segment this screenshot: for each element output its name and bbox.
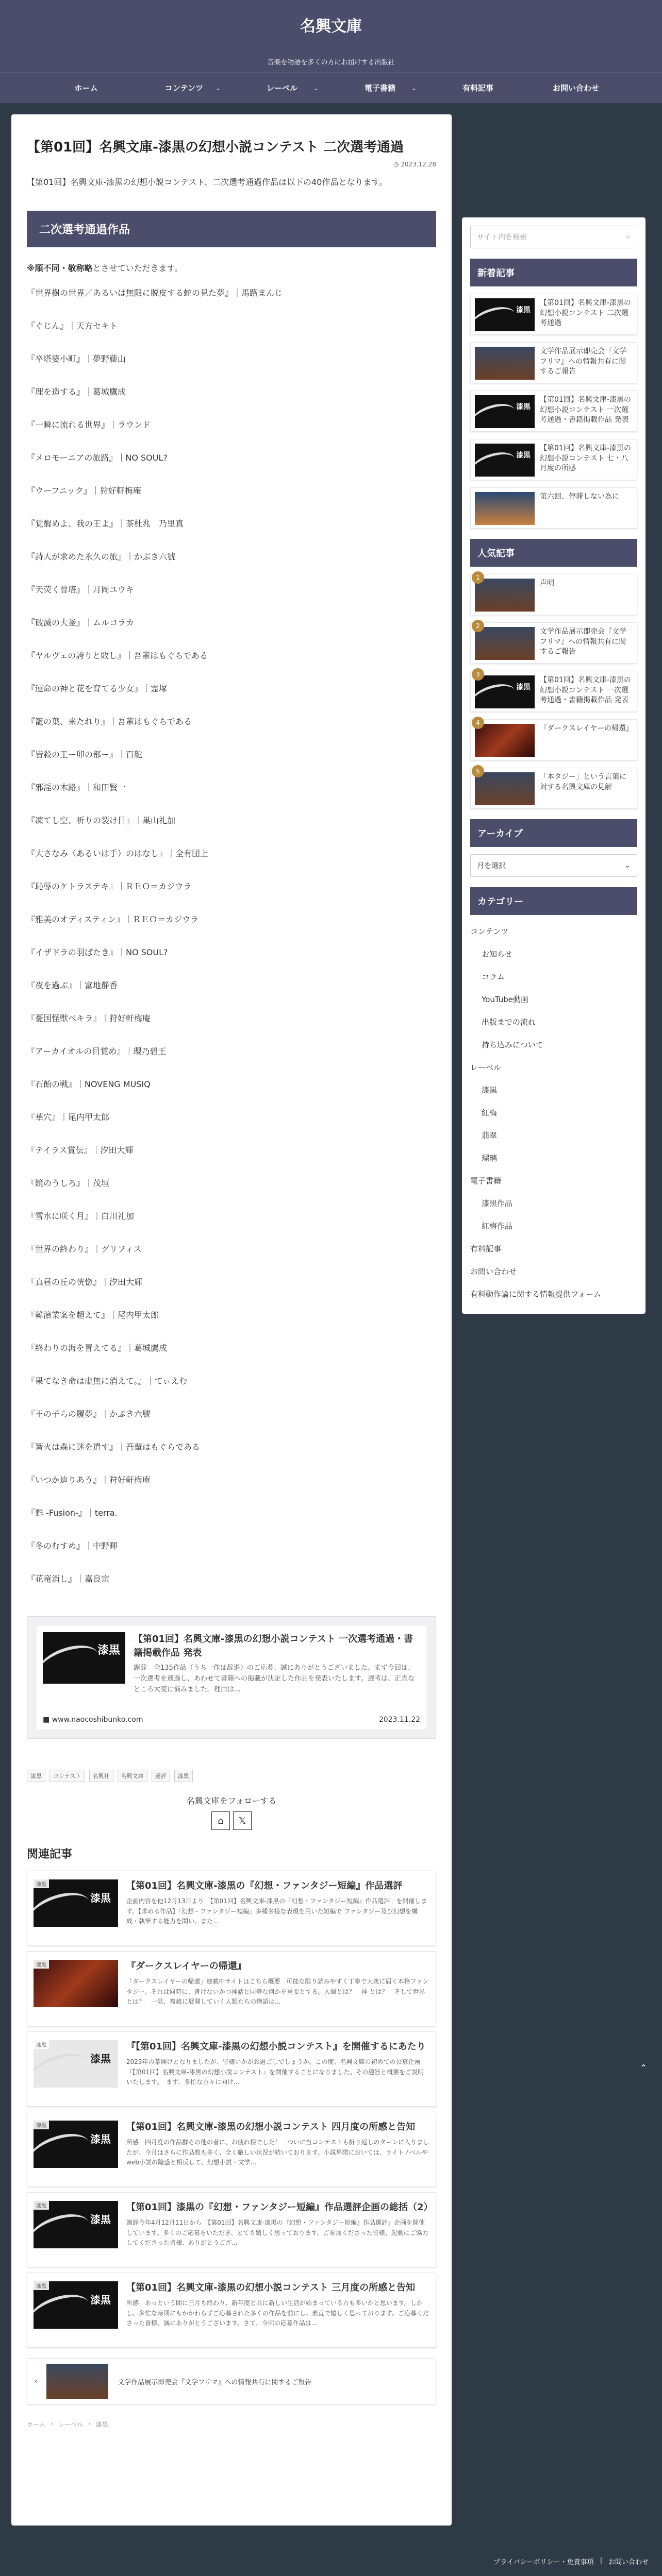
sidebar-post-thumbnail: [475, 675, 535, 708]
related-item[interactable]: [27, 2112, 436, 2187]
footer-links: [493, 2556, 649, 2566]
nav-item[interactable]: [331, 73, 429, 103]
tag-list: [27, 1770, 436, 1782]
sidebar-post-title[interactable]: 声明: [540, 579, 554, 587]
blog-card-date: 2023.11.22: [378, 1716, 420, 1724]
blog-card-url: [43, 1716, 143, 1724]
category-badge: 漆黒: [34, 2201, 49, 2210]
post-date-text: 2023.12.28: [401, 161, 436, 168]
related-snippet: 所感 四月度の作品群その他の者に、お疲れ様でした！ ついに当コンテストも折り返しのターンに入りましたが、今月はさらに作品数も多く、全く厳しい状況が続いております。小説界隈においては、ライトノベルやweb小説の隆盛と相反して、幻想小説・文学...: [126, 2139, 429, 2166]
sidebar-post-thumbnail: [475, 395, 535, 428]
decor: [475, 302, 519, 331]
sidebar-post[interactable]: [470, 719, 637, 760]
chevron-down-icon: ⌄: [411, 84, 417, 92]
decor: [475, 447, 519, 477]
related-list: [27, 1871, 436, 2348]
related-title[interactable]: 【第01回】名興文庫-漆黒の幻想小説コンテスト 四月度の所感と告知: [126, 2122, 416, 2133]
work-item: 『一瞬に流れる世界』｜ラウンド: [27, 420, 151, 430]
related-title[interactable]: 【第01回】名興文庫-漆黒の幻想小説コンテスト 三月度の所感と告知: [126, 2282, 416, 2294]
sidebar-post[interactable]: [470, 439, 637, 480]
category-item[interactable]: コラム: [482, 972, 505, 981]
blog-card-snippet: 謝辞 全135作品（うち一作は辞退）のご応募、誠にありがとうございました。まず今回は、一次選考を通過し、あわせて書籍への掲載が決定した作品を発表いたします。選考は、正直なところ大変に悩みました。理由は...: [134, 1664, 415, 1693]
category-item[interactable]: 紅梅: [482, 1108, 498, 1117]
post-date: ◷ 2023.12.28: [393, 161, 436, 168]
footer-separator: |: [600, 2556, 602, 2564]
work-item: 『韓濱業案を超えて』｜尾内甲太郎: [27, 1310, 159, 1320]
nav-item-label: 有料記事: [462, 83, 493, 93]
related-thumbnail: [34, 2121, 118, 2168]
archive-select-value: 月を選択: [477, 862, 506, 870]
related-snippet: 2023年の幕開けとなりましたが、皆様いかがお過ごしでしょうか。この度、名興文庫の初めての公募企画『【第01回】名興文庫-漆黒の幻想小説コンテスト』を開催することになりました。その趣旨と概要をご説明いたします。 まず、多忙な方々に向け...: [126, 2058, 424, 2086]
page-title: 【第01回】名興文庫-漆黒の幻想小説コンテスト 二次選考通過: [27, 140, 404, 155]
sidebar-post-title[interactable]: 第六回、停滞しない為に: [540, 493, 619, 501]
work-item: 『大さなみ（あるいは手）のはなし』｜全有団上: [27, 849, 209, 859]
thumb-text: 漆黒: [90, 2294, 111, 2307]
category-item[interactable]: 漆黒作品: [482, 1199, 513, 1208]
thumb-text: 漆黒: [90, 2133, 111, 2146]
work-item: 『真昼の丘の恍惚』｜汐田大輝: [27, 1277, 143, 1287]
work-item: 『凍てし空、祈りの裂け目』｜巣山礼加: [27, 816, 176, 826]
related-thumbnail: [34, 1879, 118, 1927]
sidebar-post-thumbnail: [475, 772, 535, 805]
thumb-text: 漆黒: [516, 683, 531, 691]
work-item: 『ぐじん』｜天方セキト: [27, 321, 118, 331]
decor: [34, 2127, 93, 2168]
nav-item[interactable]: [429, 73, 527, 103]
related-title[interactable]: 『ダークスレイヤーの帰還』: [126, 1961, 246, 1972]
sidebar-post-thumbnail: [475, 579, 535, 612]
popular-heading: 人気記事: [470, 539, 637, 567]
sidebar-post-title[interactable]: 文学作品展示即売会『文学フリマ』への情報共有に関するご報告: [540, 347, 626, 376]
category-item[interactable]: コンテンツ: [470, 927, 509, 936]
work-item: 『天荧く曾塔』｜月岡ユウキ: [27, 585, 135, 595]
chevron-down-icon: ⌄: [624, 861, 631, 870]
decor: [34, 2047, 93, 2088]
site-footer: [0, 2545, 662, 2576]
work-item: 『王の子らの履夢』｜かぶき六號: [27, 1409, 151, 1419]
sidebar-post[interactable]: [470, 294, 637, 335]
nav-item-label: コンテンツ: [164, 83, 204, 93]
footer-link[interactable]: お問い合わせ: [608, 2558, 649, 2566]
work-item: 『いつか辿りあう』｜狩好軒梅庵: [27, 1475, 151, 1485]
site-description: 音楽を物語を多くの方にお届けする出版社: [267, 59, 395, 66]
follow-buttons: [27, 1811, 436, 1830]
main-article: [11, 114, 452, 2526]
breadcrumb-separator: ›: [88, 2420, 91, 2428]
related-thumbnail: [34, 2201, 118, 2248]
global-nav: [0, 72, 662, 103]
breadcrumb: [27, 2420, 436, 2429]
nav-item[interactable]: [37, 73, 135, 103]
category-item[interactable]: YouTube動画: [482, 995, 528, 1004]
work-item: 『甦 -Fusion-』｜terra.: [27, 1508, 118, 1518]
related-thumbnail: [34, 1960, 118, 2007]
work-item: 『詩人が求めた永久の旅』｜かぶき六號: [27, 552, 176, 562]
category-badge: 漆黒: [34, 1960, 49, 1969]
decor: [34, 2208, 93, 2248]
related-title[interactable]: 『【第01回】名興文庫-漆黒の幻想小説コンテスト』を開催するにあたり: [126, 2041, 426, 2053]
follow-label: 名興文庫をフォローする: [186, 1796, 277, 1806]
tag-link[interactable]: 選評: [152, 1770, 170, 1782]
nav-item-label: ホーム: [74, 83, 98, 93]
related-item[interactable]: [27, 2273, 436, 2348]
prev-post-link[interactable]: [27, 2358, 436, 2404]
tag-link[interactable]: 名興文庫: [118, 1770, 147, 1782]
thumb-text: 漆黒: [90, 2213, 111, 2226]
nav-item-label: 電子書籍: [364, 83, 395, 93]
related-thumbnail: [34, 2281, 118, 2329]
blog-card-title[interactable]: 【第01回】名興文庫-漆黒の幻想小説コンテスト 一次選考通過・書籍掲載作品 発表: [134, 1634, 413, 1659]
decor: [34, 2288, 93, 2329]
sidebar-post-title[interactable]: 文学作品展示即売会『文学フリマ』への情報共有に関するご報告: [540, 628, 626, 656]
related-snippet: 謝辞今年4月12月11日から「【第01回】名興文庫-漆黒の『幻想・ファンタジー短編』作品選評」企画を開催しています。多くのご応募をいただき、とても嬉しく思っております。ご参加くださった皆様、起動にご協力してくださった皆様、ありがとうござ...: [126, 2219, 428, 2246]
sidebar-post-thumbnail: [475, 298, 535, 331]
rank-badge: 3: [472, 668, 484, 681]
thumb-text: 漆黒: [90, 1892, 111, 1905]
prev-post-thumbnail: [46, 2364, 108, 2399]
sidebar-post[interactable]: [470, 768, 637, 809]
related-heading: 関連記事: [27, 1848, 73, 1861]
related-thumbnail: [34, 2040, 118, 2088]
category-badge: 漆黒: [34, 2281, 49, 2290]
work-item: 『夜を過ぶ』｜富地静香: [27, 980, 118, 991]
nav-item-label: お問い合わせ: [552, 83, 599, 93]
work-item: 『憂国怪獣ベキラ』｜狩好軒梅庵: [27, 1013, 151, 1024]
nav-item[interactable]: [135, 73, 233, 103]
sidebar-post[interactable]: [470, 391, 637, 432]
archive-select[interactable]: [470, 854, 637, 877]
related-title[interactable]: 【第01回】名興文庫-漆黒の『幻想・ファンタジー短編』作品選評: [126, 1880, 403, 1892]
favicon-icon: ■: [43, 1716, 50, 1724]
category-item[interactable]: 瑠璃: [482, 1154, 498, 1163]
work-item: 『メロモーニアの旅路』｜NO SOUL?: [27, 453, 168, 463]
related-snippet: 所感 あっという間に三月も終わり、新年度と共に新しい生活が始まっている方も多いかと思います。しかし、多忙な時期にもかかわらずご応募された多くの作品を前にし、素直で嬉しく思っております。ご応募くださった皆様、誠にありがとうございます。さて、今回の応募作品は...: [126, 2299, 429, 2327]
blog-card-url-text: www.naocoshibunko.com: [52, 1716, 143, 1724]
sidebar-post[interactable]: [470, 671, 637, 712]
decor: [475, 679, 519, 708]
work-item: 『ヤルヴェの誇りと敗し』｜吾輩はもぐらである: [27, 651, 208, 661]
breadcrumb-item[interactable]: ホーム: [27, 2421, 46, 2429]
section-heading: 二次選考通過作品: [27, 211, 436, 247]
work-item: 『恥辱のケトラステキ』｜ＲＥＯ＝カジウラ: [27, 882, 192, 892]
chevron-down-icon: ⌄: [313, 84, 319, 92]
sidebar-post-title[interactable]: 【第01回】名興文庫-漆黒の幻想小説コンテスト 一次選考通過・書籍掲載作品 発表: [540, 396, 631, 425]
work-item: 『鏡のうしろ』｜茂垣: [27, 1178, 110, 1189]
lead-text: 【第01回】名興文庫-漆黒の幻想小説コンテスト、二次選考通過作品は以下の40作品となります。: [27, 177, 388, 188]
intro-rest: とさせていただきます。: [92, 263, 183, 274]
works-list: [27, 277, 436, 1596]
related-snippet: 「ダークスレイヤーの帰還」連載中サイトはこちら概要 可能な限り読みやすく丁寧で大衆に届く本格ファンタジー。それは同時に、書けないかつ神話と同等な何かを重要とする。人間とは？ 神 とは？ そして世界とは？ 一見、複雑に展開していく人類たちの物語は...: [126, 1978, 429, 2005]
rank-badge: 4: [472, 717, 484, 729]
blog-card-inner[interactable]: [37, 1626, 426, 1729]
nav-item-label: レーベル: [266, 83, 297, 93]
work-item: 『破滅の大釜』｜ムルコラカ: [27, 618, 135, 628]
tag-link[interactable]: 漆黒: [174, 1770, 193, 1782]
blog-card[interactable]: [27, 1616, 436, 1739]
search-input[interactable]: [470, 226, 637, 248]
category-badge: 漆黒: [34, 1879, 49, 1888]
work-item: 『皆殺の王ー卯の都ー』｜百舵: [27, 750, 143, 760]
site-header: [0, 0, 662, 72]
category-badge: 漆黒: [34, 2121, 49, 2129]
sidebar-post-thumbnail: [475, 492, 535, 525]
tag-link[interactable]: 漆黒: [27, 1770, 45, 1782]
site-title[interactable]: 名興文庫: [300, 18, 362, 36]
sidebar-post-title[interactable]: 【第01回】名興文庫-漆黒の幻想小説コンテスト 七・八月度の所感: [540, 444, 631, 473]
sidebar-post[interactable]: [470, 487, 637, 529]
work-item: 『邪淫の木路』｜和田賢一: [27, 783, 126, 793]
home-icon[interactable]: ⌂: [211, 1811, 230, 1830]
category-item[interactable]: 電子書籍: [470, 1176, 502, 1185]
breadcrumb-separator: ›: [51, 2420, 53, 2428]
decor: [34, 1886, 93, 1927]
category-item[interactable]: レーベル: [470, 1063, 502, 1072]
sidebar: [462, 217, 646, 1314]
category-item[interactable]: 翡翠: [482, 1131, 498, 1140]
breadcrumb-item[interactable]: 漆黒: [95, 2421, 108, 2429]
work-item: 『アーカイオルの目覚め』｜瓔乃碧王: [27, 1046, 167, 1057]
work-item: 『籠の葉、来たれり』｜吾輩はもぐらである: [27, 717, 192, 727]
nav-item[interactable]: [233, 73, 331, 103]
thumb-text: 漆黒: [90, 2053, 111, 2065]
related-item[interactable]: [27, 2192, 436, 2267]
sidebar-post-title[interactable]: 「本タジー」という言葉に対する名興文庫の見解: [540, 773, 626, 791]
related-item[interactable]: [27, 1871, 436, 1946]
prev-post-title[interactable]: 文学作品展示即売会『文学フリマ』への情報共有に関するご報告: [118, 2378, 312, 2386]
category-item[interactable]: 漆黒: [482, 1086, 498, 1095]
work-item: 『雪水に咲く月』｜白川礼加: [27, 1211, 135, 1222]
intro-bold: ※順不同・敬称略: [27, 263, 93, 274]
rank-badge: 5: [472, 765, 484, 777]
nav-item[interactable]: [527, 73, 625, 103]
work-item: 『篝火は森に迷を遣す』｜吾輩はもぐらである: [27, 1442, 200, 1452]
tag-link[interactable]: コンテスト: [49, 1770, 85, 1782]
breadcrumb-item[interactable]: レーベル: [58, 2421, 83, 2429]
related-item[interactable]: [27, 2031, 436, 2107]
sidebar-post[interactable]: [470, 574, 637, 615]
work-item: 『華穴』｜尾内甲太郎: [27, 1112, 110, 1123]
category-item[interactable]: お知らせ: [482, 950, 512, 959]
search-icon[interactable]: ⌕: [626, 233, 631, 241]
category-item[interactable]: 紅梅作品: [482, 1222, 513, 1231]
thumb-text: 漆黒: [516, 306, 531, 314]
sidebar-post-title[interactable]: 【第01回】名興文庫-漆黒の幻想小説コンテスト 一次選考通過・書籍掲載作品 発表: [540, 676, 631, 705]
chevron-left-icon: ‹: [35, 2377, 38, 2385]
intro-text: [27, 262, 436, 274]
work-item: 『冬のむすめ』｜中野暉: [27, 1541, 118, 1551]
work-item: 『運命の神と花を育てる少女』｜霊塚: [27, 684, 168, 694]
sidebar-box: [462, 217, 646, 1314]
blog-card-thumbnail: [43, 1632, 125, 1684]
footer-logo[interactable]: [11, 2574, 48, 2576]
category-heading: カテゴリー: [470, 887, 637, 915]
work-item: 『イザドラの羽ばたき』｜NO SOUL?: [27, 947, 168, 958]
sidebar-post[interactable]: [470, 342, 637, 383]
rank-badge: 2: [472, 620, 484, 632]
category-item[interactable]: 出版までの流れ: [482, 1018, 536, 1027]
tag-link[interactable]: 名興社: [89, 1770, 113, 1782]
chevron-up-icon[interactable]: ⌃: [633, 2058, 654, 2079]
sidebar-post-thumbnail: [475, 444, 535, 477]
category-badge: 漆黒: [34, 2040, 49, 2049]
category-item[interactable]: 有料動作論に関する情報提供フォーム: [470, 1290, 602, 1299]
work-item: 『卒塔婆小町』｜夢野藤山: [27, 354, 126, 364]
thumb-text: 漆黒: [516, 403, 531, 411]
footer-link[interactable]: プライバシーポリシー・免責事項: [493, 2558, 594, 2566]
work-item: 『終わりの海を冒えてる』｜葛城鷹成: [27, 1343, 168, 1353]
x-icon[interactable]: 𝕏: [233, 1811, 252, 1830]
rank-badge: 1: [472, 571, 484, 584]
work-item: 『ウーフニック』｜狩好軒梅庵: [27, 486, 141, 496]
work-item: 『理を造する』｜葛城鷹成: [27, 387, 126, 397]
sidebar-post-title[interactable]: 『ダークスレイヤーの帰還』: [540, 724, 634, 733]
search-placeholder: サイト内を検索: [477, 233, 527, 242]
related-title[interactable]: 【第01回】漆黒の『幻想・ファンタジー短編』作品選評企画の総括（2）: [126, 2202, 433, 2213]
category-item[interactable]: 有料記事: [470, 1244, 502, 1253]
new-posts-list: [470, 294, 637, 529]
related-snippet: 企画内容を他12月13日より「【第01回】名興文庫-漆黒の『幻想・ファンタジー短編』作品選評」を開催します。【求める作品】『幻想・ファンタジー短編』多種多様な表現を用いた短編で ファンタジー及び幻想を構成・執筆する能力を問い、また...: [126, 1897, 427, 1925]
work-item: 『世界の終わり』｜グリフィス: [27, 1244, 142, 1255]
sidebar-post-thumbnail: [475, 347, 535, 380]
sidebar-post-title[interactable]: 【第01回】名興文庫-漆黒の幻想小説コンテスト 二次選考通過: [540, 299, 631, 328]
archive-heading: アーカイブ: [470, 819, 637, 847]
work-item: 『花竜消し』｜嘉良宗: [27, 1574, 110, 1584]
category-item[interactable]: 持ち込みについて: [482, 1040, 543, 1049]
sidebar-post-thumbnail: [475, 627, 535, 660]
sidebar-post-thumbnail: [475, 724, 535, 757]
work-item: 『テイラス賞伝』｜汐田大輝: [27, 1145, 134, 1156]
category-list: [470, 920, 637, 1306]
related-item[interactable]: [27, 1951, 436, 2026]
category-item[interactable]: お問い合わせ: [470, 1267, 517, 1276]
work-item: 『雅美のオディスティン』｜ＲＥＯ＝カジウラ: [27, 914, 199, 925]
work-item: 『石飴の戦』｜NOVENG MUSIQ: [27, 1079, 151, 1090]
new-posts-heading: 新着記事: [470, 259, 637, 286]
work-item: 『果てなき命は虚無に消えて。』｜てぃえむ: [27, 1376, 188, 1386]
decor: [475, 399, 519, 428]
blog-card-thumb-text: 漆黒: [97, 1644, 120, 1657]
work-item: 『世界樹の世界／あるいは無限に脱皮する蛇の見た夢』｜馬路まんじ: [27, 288, 283, 298]
chevron-down-icon: ⌄: [215, 84, 221, 92]
work-item: 『覚醒めよ、我の王よ』｜茶杜兆 乃里真: [27, 519, 184, 529]
sidebar-post[interactable]: [470, 622, 637, 664]
popular-list: [470, 574, 637, 809]
thumb-text: 漆黒: [516, 451, 531, 460]
